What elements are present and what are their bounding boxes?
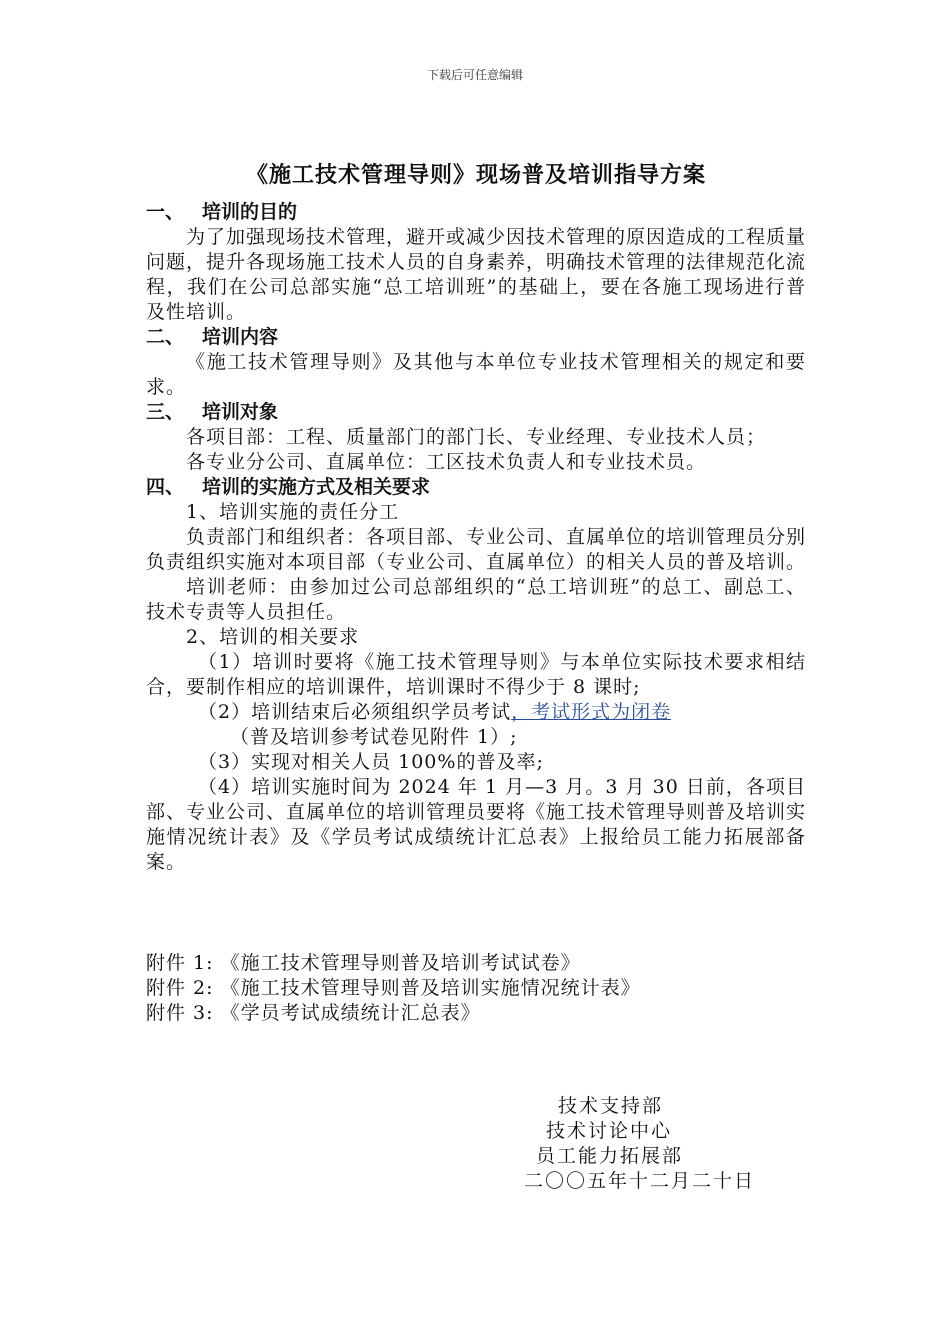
- section-heading-1: [146, 200, 806, 225]
- paragraph: 各专业分公司、直属单位：工区技术负责人和专业技术员。: [186, 451, 707, 473]
- section-heading-3: [146, 400, 806, 425]
- subheading: 2、培训的相关要求: [186, 626, 360, 648]
- section-title: 培训内容: [202, 326, 279, 348]
- paragraph: 《施工技术管理导则》及其他与本单位专业技术管理相关的规定和要求。: [146, 351, 806, 398]
- section-heading-2: [146, 325, 806, 350]
- paragraph: 培训老师：由参加过公司总部组织的“总工培训班”的总工、副总工、技术专责等人员担任。: [146, 576, 806, 623]
- requirement-note: （普及培训参考试卷见附件 1）;: [230, 726, 518, 748]
- attachment-3: 附件 3: 《学员考试成绩统计汇总表》: [146, 1002, 481, 1024]
- section-number: 三、: [146, 401, 185, 423]
- requirement-item: （3）实现对相关人员 100%的普及率;: [198, 751, 544, 773]
- paragraph: 各项目部：工程、质量部门的部门长、专业经理、专业技术人员；: [186, 426, 767, 448]
- document-body: [146, 160, 806, 1026]
- section-number: 四、: [146, 476, 185, 498]
- exam-form-link[interactable]: ，考试形式为闭卷: [511, 701, 672, 723]
- paragraph: 负责部门和组织者：各项目部、专业公司、直属单位的培训管理员分别负责组织实施对本项目部（专业公司、直属单位）的相关人员的普及培训。: [146, 526, 807, 573]
- attachment-2: 附件 2: 《施工技术管理导则普及培训实施情况统计表》: [146, 977, 641, 999]
- signature-org: 技术支持部: [558, 1095, 664, 1117]
- header-note: 下载后可任意编辑: [426, 68, 523, 82]
- section-number: 一、: [146, 201, 185, 223]
- signature-org: 技术讨论中心: [546, 1120, 673, 1142]
- requirement-item: （4）培训实施时间为 2024 年 1 月—3 月。3 月 30 日前，各项目部、专业公司、直属单位的培训管理员要将《施工技术管理导则普及培训实施情况统计表》及《学员考试成绩统计汇总表》上报给员工能力拓展部备案。: [146, 776, 807, 873]
- section-title: 培训的实施方式及相关要求: [202, 476, 431, 498]
- requirement-item: （1）培训时要将《施工技术管理导则》与本单位实际技术要求相结合，要制作相应的培训课件，培训课时不得少于 8 课时;: [146, 651, 806, 698]
- subheading: 1、培训实施的责任分工: [186, 501, 400, 523]
- section-title: 培训的目的: [202, 201, 298, 223]
- signature-date: 二〇〇五年十二月二十日: [524, 1170, 756, 1192]
- signature-block: [520, 1094, 780, 1194]
- section-number: 二、: [146, 326, 185, 348]
- paragraph: 为了加强现场技术管理，避开或减少因技术管理的原因造成的工程质量问题，提升各现场施工技术人员的自身素养，明确技术管理的法律规范化流程，我们在公司总部实施“总工培训班”的基础上，要在各施工现场进行普及性培训。: [146, 226, 807, 323]
- requirement-item: [146, 700, 806, 725]
- signature-org: 员工能力拓展部: [536, 1145, 684, 1167]
- requirement-text: （2）培训结束后必须组织学员考试: [198, 701, 512, 723]
- section-title: 培训对象: [202, 401, 279, 423]
- section-heading-4: [146, 475, 806, 500]
- attachment-1: 附件 1: 《施工技术管理导则普及培训考试试卷》: [146, 952, 581, 974]
- document-title: 《施工技术管理导则》现场普及培训指导方案: [245, 162, 706, 188]
